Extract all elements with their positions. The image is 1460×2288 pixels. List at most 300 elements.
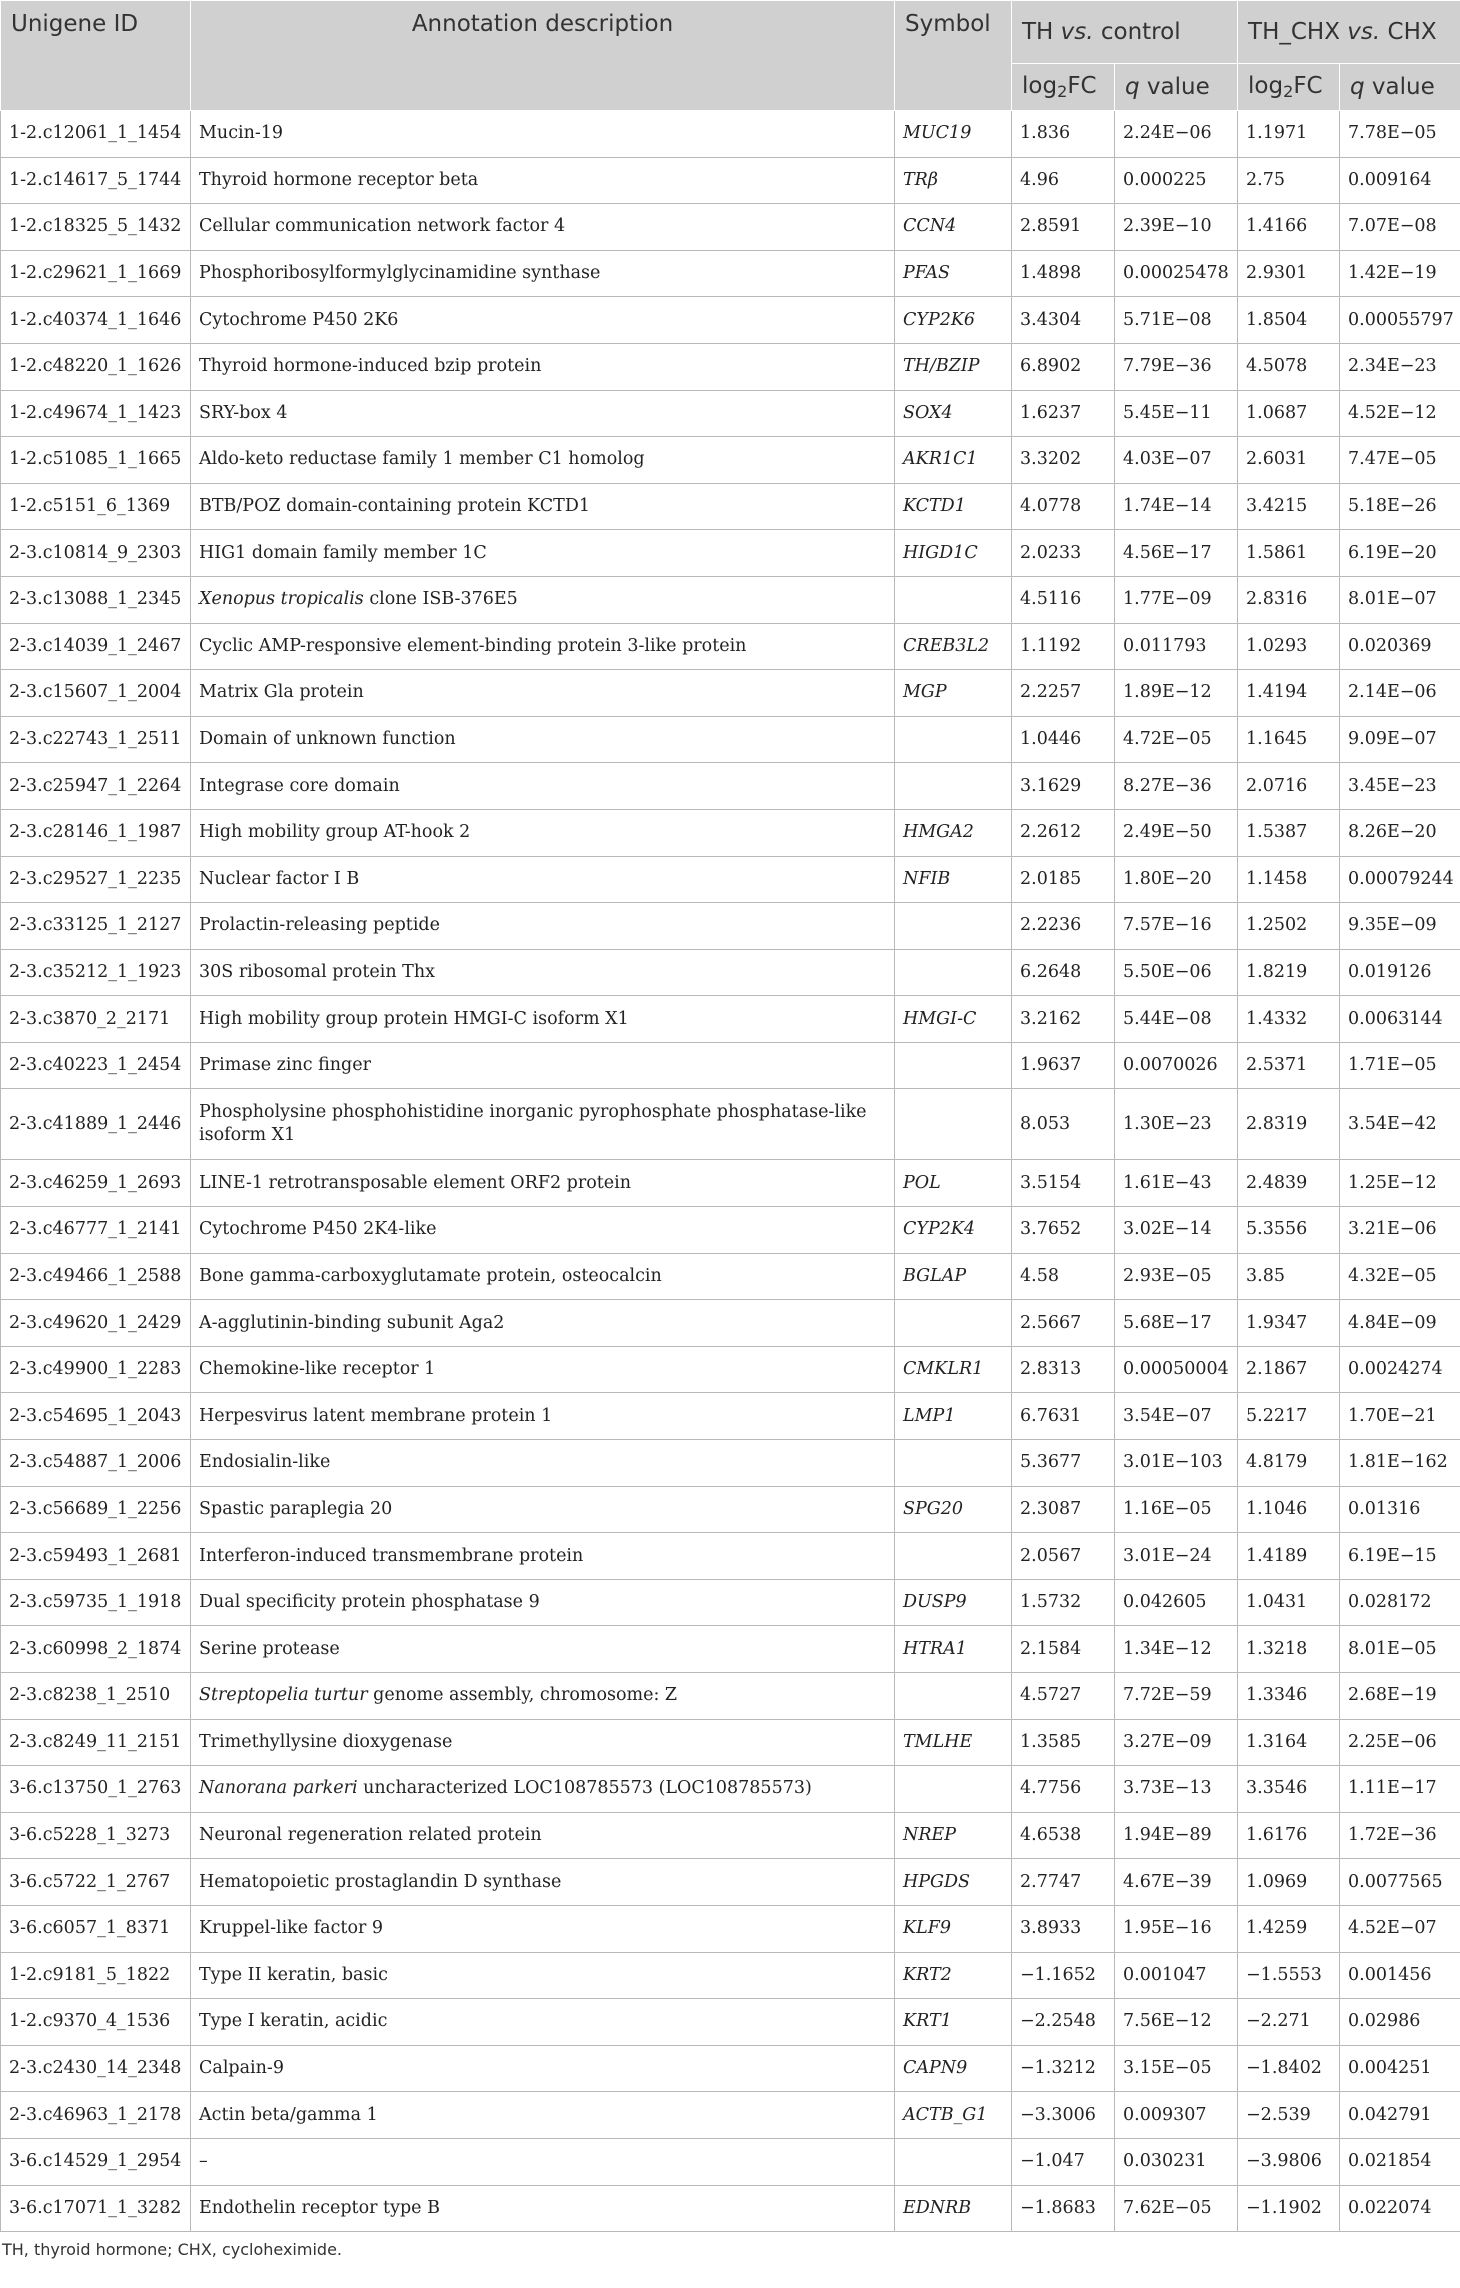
- log2fc-th-cell: 4.7756: [1012, 1766, 1115, 1813]
- table-row: [1, 1533, 1460, 1580]
- annotation-text: LINE-1 retrotransposable element ORF2 protein: [199, 1172, 632, 1193]
- log2fc-th-cell: 2.0233: [1012, 530, 1115, 577]
- log2fc-thchx-cell: 3.3546: [1238, 1766, 1340, 1813]
- annotation-text: Type II keratin, basic: [199, 1964, 388, 1985]
- qvalue-thchx-cell: 3.54E−42: [1340, 1089, 1460, 1160]
- symbol-cell: HPGDS: [895, 1859, 1012, 1906]
- annotation-cell: [191, 111, 895, 158]
- qvalue-th-cell: 2.49E−50: [1115, 809, 1238, 856]
- annotation-cell: [191, 1579, 895, 1626]
- qvalue-thchx-cell: 0.021854: [1340, 2138, 1460, 2185]
- symbol-cell: TMLHE: [895, 1719, 1012, 1766]
- log2fc-th-cell: 4.58: [1012, 1253, 1115, 1300]
- log2fc-th-cell: 1.6237: [1012, 390, 1115, 437]
- log2fc-th-cell: 1.4898: [1012, 250, 1115, 297]
- annotation-text: –: [199, 2151, 208, 2172]
- log2fc-thchx-cell: 4.8179: [1238, 1440, 1340, 1487]
- qvalue-thchx-cell: 0.02986: [1340, 1999, 1460, 2046]
- annotation-text: Herpesvirus latent membrane protein 1: [199, 1405, 553, 1426]
- qvalue-th-cell: 1.89E−12: [1115, 670, 1238, 717]
- qvalue-thchx-cell: 0.019126: [1340, 949, 1460, 996]
- log2fc-thchx-cell: 2.0716: [1238, 763, 1340, 810]
- unigene-id-cell: 2-3.c15607_1_2004: [1, 670, 191, 717]
- log2fc-thchx-cell: 2.9301: [1238, 250, 1340, 297]
- species-name: Nanorana parkeri: [199, 1778, 358, 1799]
- header-qvalue-2: q value: [1340, 64, 1460, 111]
- qvalue-thchx-cell: 0.028172: [1340, 1579, 1460, 1626]
- log2fc-thchx-cell: 2.8319: [1238, 1089, 1340, 1160]
- annotation-cell: [191, 1626, 895, 1673]
- qvalue-thchx-cell: 5.18E−26: [1340, 483, 1460, 530]
- log2fc-th-cell: 2.5667: [1012, 1300, 1115, 1347]
- symbol-cell: CMKLR1: [895, 1346, 1012, 1393]
- table-row: [1, 949, 1460, 996]
- qvalue-thchx-cell: 4.52E−12: [1340, 390, 1460, 437]
- qvalue-th-cell: 3.01E−103: [1115, 1440, 1238, 1487]
- annotation-text: HIG1 domain family member 1C: [199, 542, 487, 563]
- log2fc-th-cell: 4.5116: [1012, 576, 1115, 623]
- table-row: [1, 1579, 1460, 1626]
- log2fc-th-cell: 3.3202: [1012, 437, 1115, 484]
- header-qvalue-1: q value: [1115, 64, 1238, 111]
- log2fc-thchx-cell: 1.1046: [1238, 1486, 1340, 1533]
- table-row: [1, 1626, 1460, 1673]
- log2fc-th-cell: −1.8683: [1012, 2185, 1115, 2232]
- symbol-cell: [895, 763, 1012, 810]
- annotation-text: Bone gamma-carboxyglutamate protein, osteocalcin: [199, 1265, 662, 1286]
- qvalue-th-cell: 1.80E−20: [1115, 856, 1238, 903]
- symbol-cell: KCTD1: [895, 483, 1012, 530]
- annotation-text: Trimethyllysine dioxygenase: [199, 1731, 453, 1752]
- table-row: [1, 530, 1460, 577]
- qvalue-th-cell: 0.00025478: [1115, 250, 1238, 297]
- qvalue-thchx-cell: 0.0077565: [1340, 1859, 1460, 1906]
- log2fc-th-cell: 2.7747: [1012, 1859, 1115, 1906]
- annotation-cell: [191, 996, 895, 1043]
- annotation-cell: [191, 2138, 895, 2185]
- log2fc-th-cell: −1.3212: [1012, 2045, 1115, 2092]
- header-annotation-description: Annotation description: [191, 1, 895, 111]
- qvalue-th-cell: 3.54E−07: [1115, 1393, 1238, 1440]
- log2fc-th-cell: 3.7652: [1012, 1207, 1115, 1254]
- annotation-text: Cytochrome P450 2K4-like: [199, 1219, 437, 1240]
- qvalue-th-cell: 3.01E−24: [1115, 1533, 1238, 1580]
- annotation-text: Matrix Gla protein: [199, 682, 364, 703]
- table-row: [1, 763, 1460, 810]
- annotation-cell: [191, 670, 895, 717]
- annotation-text: Interferon-induced transmembrane protein: [199, 1545, 584, 1566]
- annotation-cell: [191, 623, 895, 670]
- annotation-cell: [191, 297, 895, 344]
- qvalue-thchx-cell: 1.11E−17: [1340, 1766, 1460, 1813]
- table-row: [1, 1207, 1460, 1254]
- qvalue-th-cell: 5.45E−11: [1115, 390, 1238, 437]
- log2fc-thchx-cell: 5.2217: [1238, 1393, 1340, 1440]
- log2fc-thchx-cell: 1.3346: [1238, 1673, 1340, 1720]
- symbol-cell: PFAS: [895, 250, 1012, 297]
- log2fc-thchx-cell: 1.0687: [1238, 390, 1340, 437]
- unigene-id-cell: 1-2.c14617_5_1744: [1, 157, 191, 204]
- qvalue-th-cell: 1.34E−12: [1115, 1626, 1238, 1673]
- log2fc-th-cell: 4.6538: [1012, 1812, 1115, 1859]
- symbol-cell: BGLAP: [895, 1253, 1012, 1300]
- qvalue-th-cell: 1.94E−89: [1115, 1812, 1238, 1859]
- table-body: [1, 111, 1460, 2232]
- log2fc-thchx-cell: 1.1971: [1238, 111, 1340, 158]
- symbol-cell: ACTB_G1: [895, 2092, 1012, 2139]
- annotation-text: genome assembly, chromosome: Z: [367, 1685, 678, 1706]
- annotation-cell: [191, 1042, 895, 1089]
- annotation-cell: [191, 343, 895, 390]
- annotation-text: Cellular communication network factor 4: [199, 216, 566, 237]
- log2fc-thchx-cell: 1.4332: [1238, 996, 1340, 1043]
- unigene-id-cell: 3-6.c6057_1_8371: [1, 1905, 191, 1952]
- log2fc-th-cell: 1.9637: [1012, 1042, 1115, 1089]
- qvalue-th-cell: 0.0070026: [1115, 1042, 1238, 1089]
- annotation-text: Hematopoietic prostaglandin D synthase: [199, 1871, 562, 1892]
- symbol-cell: [895, 949, 1012, 996]
- qvalue-thchx-cell: 0.01316: [1340, 1486, 1460, 1533]
- annotation-text: Thyroid hormone receptor beta: [199, 169, 479, 190]
- table-row: [1, 2045, 1460, 2092]
- log2fc-th-cell: 1.836: [1012, 111, 1115, 158]
- unigene-id-cell: 3-6.c14529_1_2954: [1, 2138, 191, 2185]
- annotation-text: Cytochrome P450 2K6: [199, 309, 399, 330]
- unigene-id-cell: 2-3.c29527_1_2235: [1, 856, 191, 903]
- annotation-cell: [191, 763, 895, 810]
- table-row: [1, 437, 1460, 484]
- unigene-id-cell: 2-3.c56689_1_2256: [1, 1486, 191, 1533]
- qvalue-thchx-cell: 0.001456: [1340, 1952, 1460, 1999]
- annotation-cell: [191, 2045, 895, 2092]
- table-row: [1, 1346, 1460, 1393]
- unigene-id-cell: 2-3.c46963_1_2178: [1, 2092, 191, 2139]
- qvalue-th-cell: 0.042605: [1115, 1579, 1238, 1626]
- table-row: [1, 1905, 1460, 1952]
- header-log2fc-2: $\log_2FC$: [1238, 64, 1340, 111]
- table-row: [1, 1486, 1460, 1533]
- qvalue-thchx-cell: 1.81E−162: [1340, 1440, 1460, 1487]
- table-row: [1, 1719, 1460, 1766]
- qvalue-thchx-cell: 0.009164: [1340, 157, 1460, 204]
- log2fc-thchx-cell: 2.5371: [1238, 1042, 1340, 1089]
- log2fc-thchx-cell: 1.4166: [1238, 204, 1340, 251]
- annotation-cell: [191, 1440, 895, 1487]
- log2fc-thchx-cell: 1.4189: [1238, 1533, 1340, 1580]
- annotation-text: Nuclear factor I B: [199, 868, 360, 889]
- log2fc-thchx-cell: 2.1867: [1238, 1346, 1340, 1393]
- unigene-id-cell: 1-2.c29621_1_1669: [1, 250, 191, 297]
- log2fc-th-cell: −3.3006: [1012, 2092, 1115, 2139]
- qvalue-thchx-cell: 0.020369: [1340, 623, 1460, 670]
- qvalue-th-cell: 3.73E−13: [1115, 1766, 1238, 1813]
- qvalue-thchx-cell: 8.01E−05: [1340, 1626, 1460, 1673]
- log2fc-thchx-cell: 1.8219: [1238, 949, 1340, 996]
- log2fc-th-cell: 2.2257: [1012, 670, 1115, 717]
- symbol-cell: [895, 1440, 1012, 1487]
- annotation-cell: [191, 1533, 895, 1580]
- qvalue-thchx-cell: 2.68E−19: [1340, 1673, 1460, 1720]
- symbol-cell: HIGD1C: [895, 530, 1012, 577]
- qvalue-th-cell: 0.030231: [1115, 2138, 1238, 2185]
- symbol-cell: HMGA2: [895, 809, 1012, 856]
- unigene-id-cell: 2-3.c54887_1_2006: [1, 1440, 191, 1487]
- log2fc-th-cell: 1.1192: [1012, 623, 1115, 670]
- log2fc-thchx-cell: 1.0969: [1238, 1859, 1340, 1906]
- table-row: [1, 343, 1460, 390]
- annotation-cell: [191, 1812, 895, 1859]
- qvalue-th-cell: 7.79E−36: [1115, 343, 1238, 390]
- qvalue-th-cell: 0.00050004: [1115, 1346, 1238, 1393]
- log2fc-thchx-cell: 2.75: [1238, 157, 1340, 204]
- annotation-text: uncharacterized LOC108785573 (LOC108785573): [357, 1778, 812, 1799]
- log2fc-th-cell: 3.2162: [1012, 996, 1115, 1043]
- annotation-text: clone ISB-376E5: [363, 589, 518, 610]
- species-name: Xenopus tropicalis: [199, 589, 364, 610]
- symbol-cell: KLF9: [895, 1905, 1012, 1952]
- symbol-cell: [895, 903, 1012, 950]
- log2fc-thchx-cell: 2.4839: [1238, 1160, 1340, 1207]
- log2fc-th-cell: 6.7631: [1012, 1393, 1115, 1440]
- symbol-cell: NREP: [895, 1812, 1012, 1859]
- log2fc-thchx-cell: 1.6176: [1238, 1812, 1340, 1859]
- qvalue-th-cell: 4.03E−07: [1115, 437, 1238, 484]
- log2fc-thchx-cell: −1.5553: [1238, 1952, 1340, 1999]
- unigene-id-cell: 3-6.c13750_1_2763: [1, 1766, 191, 1813]
- unigene-id-cell: 2-3.c49466_1_2588: [1, 1253, 191, 1300]
- log2fc-thchx-cell: 3.4215: [1238, 483, 1340, 530]
- header-log2fc-1: $\log_2FC$: [1012, 64, 1115, 111]
- symbol-cell: [895, 1042, 1012, 1089]
- unigene-id-cell: 2-3.c8249_11_2151: [1, 1719, 191, 1766]
- log2fc-th-cell: 6.8902: [1012, 343, 1115, 390]
- annotation-text: Thyroid hormone-induced bzip protein: [199, 356, 542, 377]
- annotation-text: Neuronal regeneration related protein: [199, 1825, 542, 1846]
- annotation-text: SRY-box 4: [199, 402, 288, 423]
- annotation-cell: [191, 576, 895, 623]
- table-row: [1, 1300, 1460, 1347]
- unigene-id-cell: 2-3.c13088_1_2345: [1, 576, 191, 623]
- symbol-cell: [895, 576, 1012, 623]
- unigene-id-cell: 2-3.c60998_2_1874: [1, 1626, 191, 1673]
- qvalue-thchx-cell: 4.52E−07: [1340, 1905, 1460, 1952]
- symbol-cell: LMP1: [895, 1393, 1012, 1440]
- log2fc-th-cell: 3.8933: [1012, 1905, 1115, 1952]
- table-row: [1, 250, 1460, 297]
- log2fc-thchx-cell: 1.5387: [1238, 809, 1340, 856]
- table-row: [1, 297, 1460, 344]
- qvalue-th-cell: 4.67E−39: [1115, 1859, 1238, 1906]
- symbol-cell: CAPN9: [895, 2045, 1012, 2092]
- qvalue-thchx-cell: 0.00079244: [1340, 856, 1460, 903]
- annotation-cell: [191, 483, 895, 530]
- qvalue-thchx-cell: 6.19E−15: [1340, 1533, 1460, 1580]
- log2fc-th-cell: 4.5727: [1012, 1673, 1115, 1720]
- table-row: [1, 483, 1460, 530]
- table-row: [1, 111, 1460, 158]
- annotation-cell: [191, 437, 895, 484]
- qvalue-thchx-cell: 6.19E−20: [1340, 530, 1460, 577]
- log2fc-th-cell: 2.1584: [1012, 1626, 1115, 1673]
- log2fc-th-cell: −2.2548: [1012, 1999, 1115, 2046]
- symbol-cell: [895, 1300, 1012, 1347]
- table-row: [1, 1859, 1460, 1906]
- qvalue-th-cell: 8.27E−36: [1115, 763, 1238, 810]
- qvalue-th-cell: 4.56E−17: [1115, 530, 1238, 577]
- annotation-cell: [191, 1207, 895, 1254]
- log2fc-thchx-cell: 5.3556: [1238, 1207, 1340, 1254]
- symbol-cell: DUSP9: [895, 1579, 1012, 1626]
- header-unigene-id: Unigene ID: [1, 1, 191, 111]
- annotation-cell: [191, 390, 895, 437]
- table-row: [1, 1393, 1460, 1440]
- table-row: [1, 1160, 1460, 1207]
- qvalue-th-cell: 1.16E−05: [1115, 1486, 1238, 1533]
- unigene-id-cell: 2-3.c59735_1_1918: [1, 1579, 191, 1626]
- log2fc-thchx-cell: −1.8402: [1238, 2045, 1340, 2092]
- qvalue-th-cell: 2.24E−06: [1115, 111, 1238, 158]
- symbol-cell: [895, 1673, 1012, 1720]
- log2fc-thchx-cell: 4.5078: [1238, 343, 1340, 390]
- unigene-id-cell: 2-3.c59493_1_2681: [1, 1533, 191, 1580]
- qvalue-thchx-cell: 7.47E−05: [1340, 437, 1460, 484]
- unigene-id-cell: 2-3.c28146_1_1987: [1, 809, 191, 856]
- unigene-id-cell: 2-3.c54695_1_2043: [1, 1393, 191, 1440]
- symbol-cell: [895, 716, 1012, 763]
- qvalue-th-cell: 1.30E−23: [1115, 1089, 1238, 1160]
- annotation-cell: [191, 1999, 895, 2046]
- annotation-text: Phospholysine phosphohistidine inorganic pyrophosphate phosphatase-like isoform X1: [199, 1102, 873, 1146]
- table-row: [1, 2138, 1460, 2185]
- qvalue-th-cell: 3.15E−05: [1115, 2045, 1238, 2092]
- qvalue-th-cell: 1.61E−43: [1115, 1160, 1238, 1207]
- symbol-cell: HTRA1: [895, 1626, 1012, 1673]
- qvalue-thchx-cell: 8.26E−20: [1340, 809, 1460, 856]
- unigene-id-cell: 2-3.c46777_1_2141: [1, 1207, 191, 1254]
- annotation-text: High mobility group AT-hook 2: [199, 822, 471, 843]
- qvalue-thchx-cell: 2.34E−23: [1340, 343, 1460, 390]
- symbol-cell: MUC19: [895, 111, 1012, 158]
- log2fc-thchx-cell: 1.1645: [1238, 716, 1340, 763]
- annotation-text: Integrase core domain: [199, 775, 400, 796]
- qvalue-th-cell: 7.57E−16: [1115, 903, 1238, 950]
- log2fc-thchx-cell: 1.0293: [1238, 623, 1340, 670]
- table-row: [1, 903, 1460, 950]
- qvalue-thchx-cell: 4.84E−09: [1340, 1300, 1460, 1347]
- annotation-cell: [191, 1300, 895, 1347]
- annotation-cell: [191, 2092, 895, 2139]
- table-row: [1, 809, 1460, 856]
- unigene-id-cell: 2-3.c41889_1_2446: [1, 1089, 191, 1160]
- species-name: Streptopelia turtur: [199, 1685, 368, 1706]
- symbol-cell: TH/BZIP: [895, 343, 1012, 390]
- unigene-id-cell: 1-2.c51085_1_1665: [1, 437, 191, 484]
- symbol-cell: KRT1: [895, 1999, 1012, 2046]
- annotation-cell: [191, 1859, 895, 1906]
- qvalue-thchx-cell: 2.25E−06: [1340, 1719, 1460, 1766]
- annotation-cell: [191, 1766, 895, 1813]
- log2fc-th-cell: 5.3677: [1012, 1440, 1115, 1487]
- unigene-id-cell: 2-3.c49900_1_2283: [1, 1346, 191, 1393]
- unigene-id-cell: 1-2.c5151_6_1369: [1, 483, 191, 530]
- qvalue-th-cell: 4.72E−05: [1115, 716, 1238, 763]
- symbol-cell: CREB3L2: [895, 623, 1012, 670]
- table-row: [1, 1952, 1460, 1999]
- annotation-cell: [191, 1089, 895, 1160]
- table-row: [1, 1766, 1460, 1813]
- annotation-text: Phosphoribosylformylglycinamidine synthase: [199, 263, 601, 284]
- annotation-text: 30S ribosomal protein Thx: [199, 961, 435, 982]
- annotation-text: Calpain-9: [199, 2058, 284, 2079]
- log2fc-thchx-cell: 3.85: [1238, 1253, 1340, 1300]
- table-row: [1, 856, 1460, 903]
- qvalue-th-cell: 1.74E−14: [1115, 483, 1238, 530]
- table-row: [1, 1999, 1460, 2046]
- annotation-cell: [191, 204, 895, 251]
- log2fc-th-cell: 2.8591: [1012, 204, 1115, 251]
- unigene-id-cell: 1-2.c18325_5_1432: [1, 204, 191, 251]
- unigene-id-cell: 2-3.c49620_1_2429: [1, 1300, 191, 1347]
- annotation-cell: [191, 1160, 895, 1207]
- qvalue-th-cell: 1.77E−09: [1115, 576, 1238, 623]
- qvalue-th-cell: 0.011793: [1115, 623, 1238, 670]
- annotation-text: Endothelin receptor type B: [199, 2197, 440, 2218]
- qvalue-thchx-cell: 0.0024274: [1340, 1346, 1460, 1393]
- log2fc-thchx-cell: 1.3164: [1238, 1719, 1340, 1766]
- annotation-text: Primase zinc finger: [199, 1055, 371, 1076]
- table-row: [1, 204, 1460, 251]
- symbol-cell: HMGI-C: [895, 996, 1012, 1043]
- log2fc-thchx-cell: 2.6031: [1238, 437, 1340, 484]
- log2fc-thchx-cell: −1.1902: [1238, 2185, 1340, 2232]
- table-row: [1, 623, 1460, 670]
- log2fc-thchx-cell: 1.0431: [1238, 1579, 1340, 1626]
- unigene-id-cell: 2-3.c35212_1_1923: [1, 949, 191, 996]
- annotation-cell: [191, 1486, 895, 1533]
- log2fc-th-cell: 3.4304: [1012, 297, 1115, 344]
- symbol-cell: CYP2K6: [895, 297, 1012, 344]
- qvalue-th-cell: 1.95E−16: [1115, 1905, 1238, 1952]
- annotation-cell: [191, 1673, 895, 1720]
- annotation-cell: [191, 157, 895, 204]
- log2fc-th-cell: 2.2236: [1012, 903, 1115, 950]
- table-row: [1, 1673, 1460, 1720]
- qvalue-thchx-cell: 4.32E−05: [1340, 1253, 1460, 1300]
- table-row: [1, 716, 1460, 763]
- annotation-text: Kruppel-like factor 9: [199, 1918, 384, 1939]
- qvalue-thchx-cell: 1.71E−05: [1340, 1042, 1460, 1089]
- annotation-cell: [191, 530, 895, 577]
- qvalue-th-cell: 3.02E−14: [1115, 1207, 1238, 1254]
- symbol-cell: KRT2: [895, 1952, 1012, 1999]
- annotation-cell: [191, 1393, 895, 1440]
- log2fc-th-cell: 1.0446: [1012, 716, 1115, 763]
- annotation-cell: [191, 856, 895, 903]
- table-row: [1, 390, 1460, 437]
- symbol-cell: NFIB: [895, 856, 1012, 903]
- table-row: [1, 576, 1460, 623]
- qvalue-thchx-cell: 8.01E−07: [1340, 576, 1460, 623]
- symbol-cell: EDNRB: [895, 2185, 1012, 2232]
- qvalue-th-cell: 2.39E−10: [1115, 204, 1238, 251]
- log2fc-th-cell: 2.3087: [1012, 1486, 1115, 1533]
- table-row: [1, 996, 1460, 1043]
- unigene-id-cell: 1-2.c12061_1_1454: [1, 111, 191, 158]
- log2fc-thchx-cell: −2.539: [1238, 2092, 1340, 2139]
- table-row: [1, 1812, 1460, 1859]
- annotation-text: Spastic paraplegia 20: [199, 1498, 393, 1519]
- annotation-text: Mucin-19: [199, 123, 284, 144]
